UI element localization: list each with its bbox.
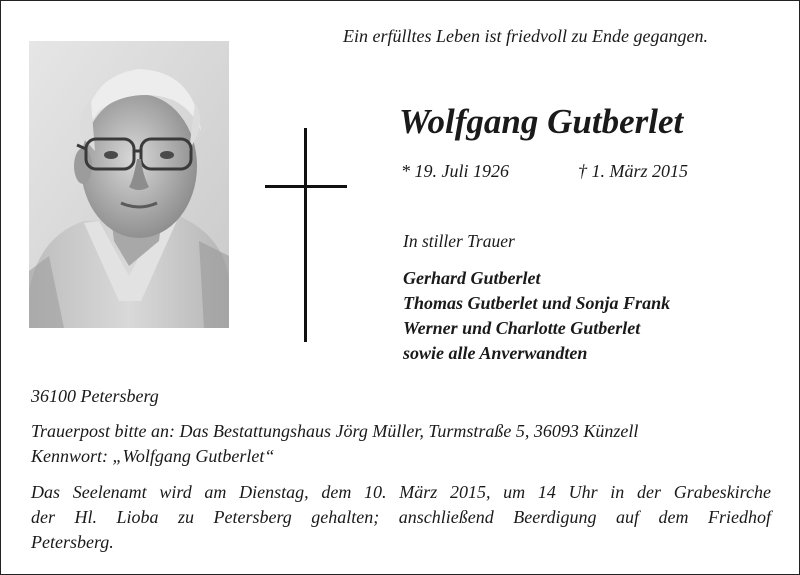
service-line: Petersberg. <box>31 532 114 552</box>
birth-date: * 19. Juli 1926 <box>401 161 509 181</box>
place-text: 36100 Petersberg <box>31 386 159 406</box>
motto-text: Ein erfülltes Leben ist friedvoll zu Ende gegangen. <box>343 26 708 46</box>
service-info <box>31 480 771 555</box>
mourner-item: Werner und Charlotte Gutberlet <box>403 318 641 338</box>
service-line: der Hl. Lioba zu Petersberg gehalten; anschließend Beerdigung auf dem Friedhof <box>31 507 771 527</box>
mourner-item: sowie alle Anverwandten <box>403 343 588 363</box>
mourning-intro: In stiller Trauer <box>403 231 515 251</box>
mail-address-line: Trauerpost bitte an: Das Bestattungshaus Jörg Müller, Turmstraße 5, 36093 Künzell <box>31 421 639 441</box>
condolence-mail-info <box>31 419 638 469</box>
service-line: Das Seelenamt wird am Dienstag, dem 10. März 2015, um 14 Uhr in der Grabeskirche <box>31 482 771 502</box>
mourner-item: Thomas Gutberlet und Sonja Frank <box>403 293 671 313</box>
death-date: † 1. März 2015 <box>578 161 689 181</box>
mourners-list <box>403 266 670 366</box>
deceased-name: Wolfgang Gutberlet <box>399 102 684 141</box>
mail-keyword-line: Kennwort: „Wolfgang Gutberlet“ <box>31 446 275 466</box>
latin-cross-icon <box>265 128 347 342</box>
mourner-item: Gerhard Gutberlet <box>403 268 541 288</box>
portrait-photo <box>29 41 229 328</box>
